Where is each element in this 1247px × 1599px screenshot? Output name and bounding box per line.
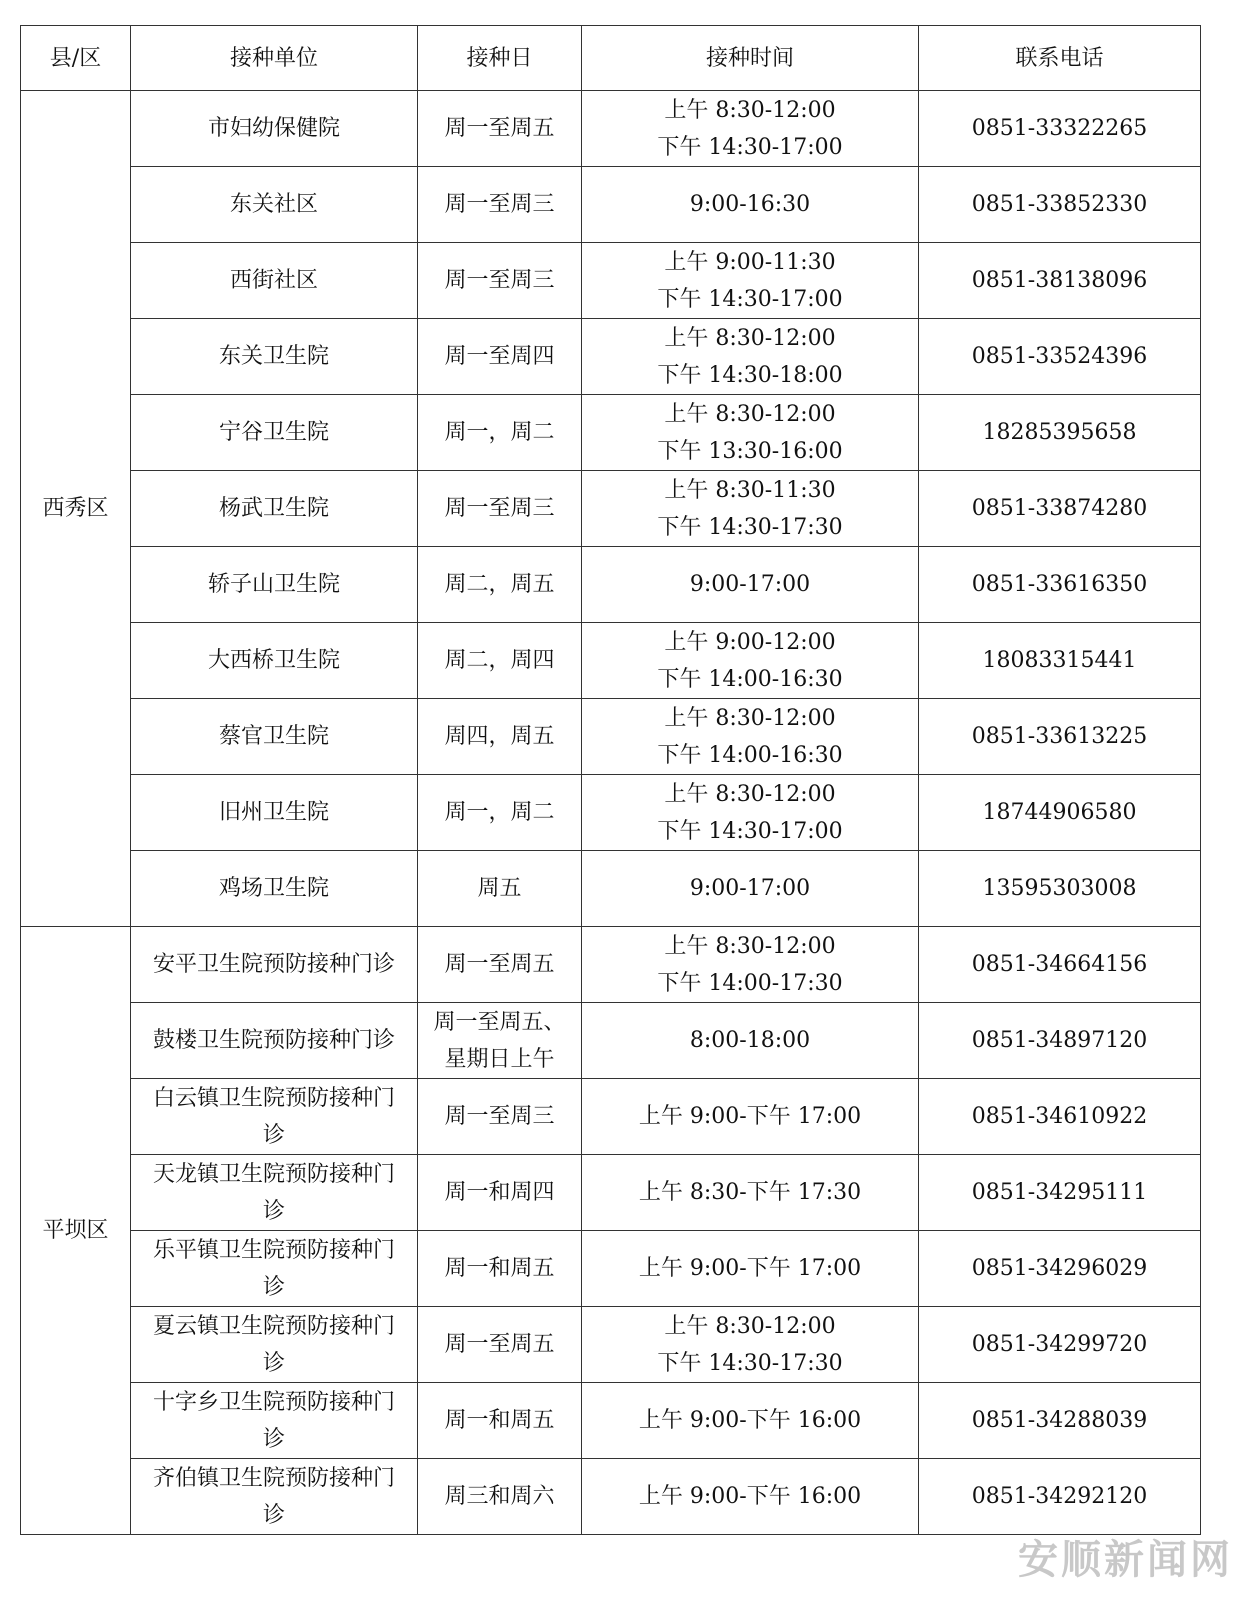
phone-cell: 0851-33852330 [919,167,1201,243]
time-cell-line: 下午 14:30-18:00 [657,362,843,388]
time-cell-line: 上午 8:30-12:00 [664,781,836,807]
unit-cell [131,927,418,1003]
unit-cell [131,851,418,927]
time-cell-line: 下午 13:30-16:00 [657,438,843,464]
time-cell [582,91,919,167]
unit-cell-line: 乐平镇卫生院预防接种门 [152,1237,395,1263]
table-row [21,1459,1201,1535]
district-cell: 西秀区 [21,91,131,927]
unit-cell [131,1003,418,1079]
day-cell-line: 周一，周二 [444,800,555,825]
unit-cell [131,319,418,395]
unit-cell-line: 旧州卫生院 [218,800,329,825]
day-cell [418,91,582,167]
district-cell: 平坝区 [21,927,131,1535]
day-cell [418,1155,582,1231]
unit-cell-line: 诊 [262,1198,285,1224]
unit-cell-line: 诊 [262,1502,285,1528]
table-row [21,243,1201,319]
time-cell [582,395,919,471]
day-cell-line: 周一至周五 [444,116,555,141]
phone-cell: 18083315441 [919,623,1201,699]
phone-cell: 0851-34296029 [919,1231,1201,1307]
day-cell-line: 周一，周二 [444,420,555,445]
day-cell [418,775,582,851]
time-cell [582,547,919,623]
time-cell-line: 上午 9:00-11:30 [664,249,836,275]
time-cell [582,1003,919,1079]
time-cell-line: 上午 9:00-下午 16:00 [638,1484,862,1509]
unit-cell-line: 轿子山卫生院 [207,572,340,597]
phone-cell: 0851-34288039 [919,1383,1201,1459]
unit-cell-line: 齐伯镇卫生院预防接种门 [152,1465,395,1491]
unit-cell [131,471,418,547]
time-cell-line: 下午 14:00-17:30 [657,970,843,996]
table-row [21,319,1201,395]
time-cell-line: 上午 8:30-11:30 [664,477,836,503]
unit-cell-line: 宁谷卫生院 [218,420,329,445]
time-cell-line: 下午 14:30-17:30 [657,1350,843,1376]
unit-cell [131,395,418,471]
table-row [21,1383,1201,1459]
phone-cell: 0851-34292120 [919,1459,1201,1535]
phone-cell: 0851-38138096 [919,243,1201,319]
day-cell-line: 星期日上午 [444,1046,555,1072]
time-cell [582,699,919,775]
unit-cell [131,547,418,623]
day-cell-line: 周一至周五 [444,952,555,977]
day-cell-line: 周一至周三 [444,496,555,521]
time-cell-line: 9:00-17:00 [689,876,811,901]
day-cell [418,927,582,1003]
unit-cell [131,1307,418,1383]
table-row [21,775,1201,851]
time-cell-line: 8:00-18:00 [689,1028,811,1053]
table-row [21,1231,1201,1307]
day-cell [418,623,582,699]
header-day: 接种日 [418,26,582,91]
time-cell [582,1307,919,1383]
time-cell-line: 9:00-17:00 [689,572,811,597]
day-cell-line: 周一至周五 [444,1332,555,1357]
day-cell-line: 周一和周四 [444,1180,555,1205]
time-cell-line: 上午 8:30-12:00 [664,933,836,959]
day-cell [418,319,582,395]
unit-cell-line: 大西桥卫生院 [207,648,340,673]
phone-cell: 0851-34664156 [919,927,1201,1003]
unit-cell-line: 蔡官卫生院 [218,724,329,749]
day-cell-line: 周一至周五、 [433,1009,566,1035]
day-cell-line: 周一至周三 [444,1104,555,1129]
unit-cell-line: 鼓楼卫生院预防接种门诊 [152,1028,395,1053]
unit-cell-line: 夏云镇卫生院预防接种门 [152,1313,395,1339]
day-cell [418,243,582,319]
time-cell [582,1459,919,1535]
time-cell-line: 上午 9:00-下午 17:00 [638,1256,862,1281]
table-body [21,91,1201,1535]
phone-cell: 13595303008 [919,851,1201,927]
time-cell-line: 上午 8:30-12:00 [664,97,836,123]
phone-cell: 0851-34299720 [919,1307,1201,1383]
time-cell [582,775,919,851]
time-cell-line: 下午 14:30-17:00 [657,818,843,844]
table-row [21,623,1201,699]
time-cell [582,927,919,1003]
phone-cell: 0851-34610922 [919,1079,1201,1155]
unit-cell-line: 东关卫生院 [218,344,329,369]
unit-cell [131,1155,418,1231]
day-cell-line: 周二，周五 [444,572,555,597]
table-row [21,927,1201,1003]
day-cell-line: 周一至周三 [444,268,555,293]
day-cell [418,471,582,547]
day-cell [418,1079,582,1155]
phone-cell: 0851-33524396 [919,319,1201,395]
phone-cell: 0851-33616350 [919,547,1201,623]
header-phone: 联系电话 [919,26,1201,91]
time-cell-line: 下午 14:00-16:30 [657,742,843,768]
unit-cell-line: 安平卫生院预防接种门诊 [152,952,395,977]
unit-cell-line: 十字乡卫生院预防接种门 [152,1389,395,1415]
table-row [21,91,1201,167]
table-row [21,1155,1201,1231]
time-cell-line: 下午 14:30-17:00 [657,286,843,312]
day-cell [418,395,582,471]
unit-cell-line: 鸡场卫生院 [218,876,329,901]
time-cell [582,243,919,319]
unit-cell-line: 杨武卫生院 [218,496,329,521]
table-row [21,471,1201,547]
phone-cell: 0851-33322265 [919,91,1201,167]
unit-cell [131,623,418,699]
time-cell-line: 上午 8:30-12:00 [664,401,836,427]
time-cell [582,471,919,547]
header-row [21,26,1201,91]
time-cell [582,1231,919,1307]
unit-cell-line: 诊 [262,1426,285,1452]
day-cell [418,699,582,775]
unit-cell-line: 诊 [262,1122,285,1148]
phone-cell: 18285395658 [919,395,1201,471]
unit-cell [131,1383,418,1459]
time-cell [582,851,919,927]
header-unit: 接种单位 [131,26,418,91]
day-cell [418,851,582,927]
day-cell-line: 周三和周六 [444,1484,555,1509]
day-cell-line: 周四，周五 [444,724,555,749]
day-cell [418,1383,582,1459]
time-cell-line: 下午 14:30-17:00 [657,134,843,160]
watermark-logo: 安顺新闻网 [1018,1537,1233,1583]
time-cell-line: 下午 14:00-16:30 [657,666,843,692]
unit-cell [131,1231,418,1307]
day-cell-line: 周一和周五 [444,1256,555,1281]
time-cell-line: 上午 9:00-12:00 [664,629,836,655]
day-cell-line: 周一至周三 [444,192,555,217]
unit-cell [131,1459,418,1535]
phone-cell: 0851-33874280 [919,471,1201,547]
phone-cell: 0851-34897120 [919,1003,1201,1079]
unit-cell [131,91,418,167]
unit-cell [131,167,418,243]
unit-cell-line: 东关社区 [229,192,318,217]
day-cell-line: 周二，周四 [444,648,555,673]
time-cell [582,623,919,699]
day-cell [418,1231,582,1307]
unit-cell [131,1079,418,1155]
day-cell [418,1307,582,1383]
time-cell-line: 9:00-16:30 [689,192,811,217]
time-cell-line: 下午 14:30-17:30 [657,514,843,540]
time-cell-line: 上午 8:30-12:00 [664,325,836,351]
table-row [21,851,1201,927]
unit-cell-line: 西街社区 [229,268,318,293]
day-cell [418,547,582,623]
day-cell [418,1003,582,1079]
day-cell-line: 周一至周四 [444,344,555,369]
time-cell-line: 上午 9:00-下午 16:00 [638,1408,862,1433]
time-cell-line: 上午 9:00-下午 17:00 [638,1104,862,1129]
table-row [21,547,1201,623]
day-cell-line: 周五 [477,876,522,901]
unit-cell [131,243,418,319]
header-time: 接种时间 [582,26,919,91]
time-cell [582,1079,919,1155]
unit-cell-line: 市妇幼保健院 [207,116,340,141]
time-cell-line: 上午 8:30-12:00 [664,1313,836,1339]
unit-cell-line: 天龙镇卫生院预防接种门 [152,1161,395,1187]
unit-cell-line: 诊 [262,1350,285,1376]
unit-cell [131,775,418,851]
unit-cell-line: 白云镇卫生院预防接种门 [152,1085,395,1111]
time-cell-line: 上午 8:30-下午 17:30 [638,1180,862,1205]
phone-cell: 0851-33613225 [919,699,1201,775]
vaccination-schedule-table [20,25,1201,1535]
day-cell-line: 周一和周五 [444,1408,555,1433]
table-row [21,1003,1201,1079]
time-cell [582,1383,919,1459]
unit-cell [131,699,418,775]
table-row [21,1307,1201,1383]
time-cell [582,1155,919,1231]
time-cell [582,319,919,395]
phone-cell: 0851-34295111 [919,1155,1201,1231]
time-cell [582,167,919,243]
time-cell-line: 上午 8:30-12:00 [664,705,836,731]
unit-cell-line: 诊 [262,1274,285,1300]
table-row [21,1079,1201,1155]
table-row [21,395,1201,471]
table-row [21,699,1201,775]
day-cell [418,167,582,243]
phone-cell: 18744906580 [919,775,1201,851]
day-cell [418,1459,582,1535]
header-district: 县/区 [21,26,131,91]
table-row [21,167,1201,243]
